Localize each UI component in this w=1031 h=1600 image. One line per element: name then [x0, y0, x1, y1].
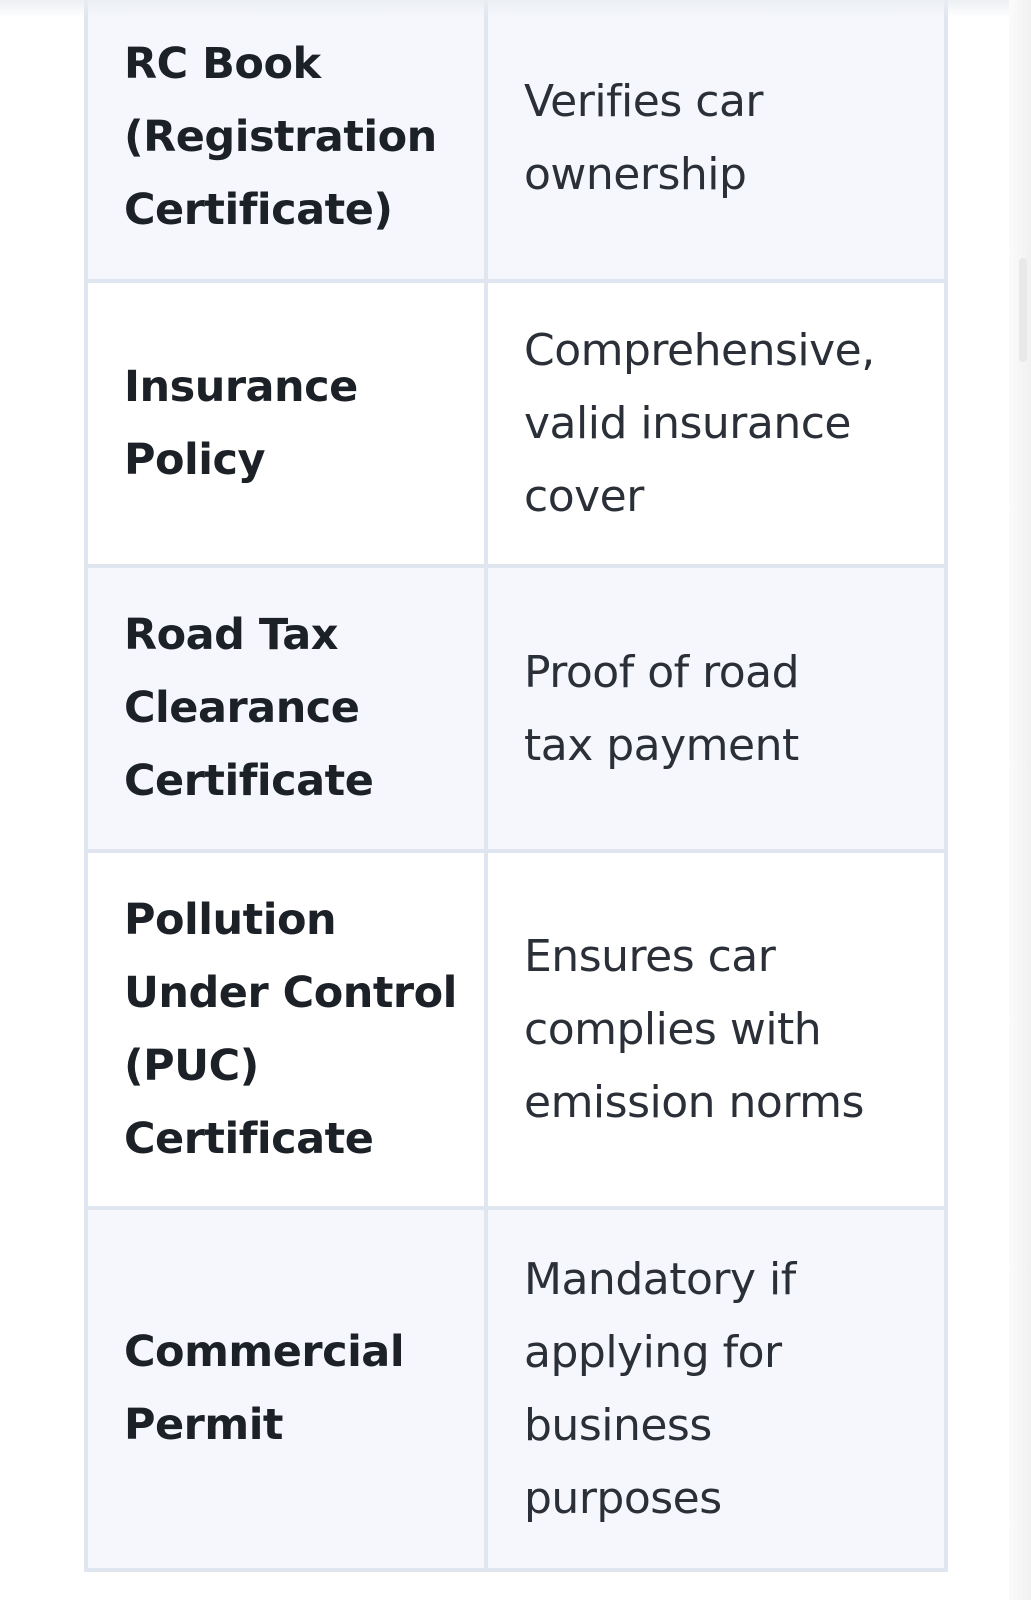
document-name: Road Tax Clearance Certificate — [124, 610, 374, 806]
purpose-cell — [488, 283, 944, 564]
purpose-cell — [488, 568, 944, 849]
document-purpose: Comprehensive, valid insurance cover — [524, 325, 875, 522]
table-row — [88, 283, 944, 568]
table-row — [88, 568, 944, 853]
table-row — [88, 853, 944, 1210]
document-purpose: Verifies car ownership — [524, 75, 764, 200]
purpose-cell — [488, 853, 944, 1206]
document-purpose: Mandatory if applying for business purposes — [524, 1254, 796, 1524]
scrollbar[interactable] — [1009, 0, 1031, 1600]
document-name: Commercial Permit — [124, 1327, 405, 1450]
purpose-cell — [488, 0, 944, 279]
document-cell — [88, 853, 488, 1206]
table-row — [88, 0, 944, 283]
scrollbar-thumb[interactable] — [1019, 258, 1027, 362]
document-cell — [88, 1210, 488, 1568]
documents-table — [84, 0, 948, 1572]
document-name: Pollution Under Control (PUC) Certificate — [124, 894, 457, 1164]
document-purpose: Proof of road tax payment — [524, 646, 800, 771]
document-cell — [88, 568, 488, 849]
document-name: RC Book (Registration Certificate) — [124, 39, 437, 235]
table-row — [88, 1210, 944, 1572]
document-cell — [88, 0, 488, 279]
document-purpose: Ensures car complies with emission norms — [524, 931, 864, 1128]
document-name: Insurance Policy — [124, 361, 358, 485]
document-cell — [88, 283, 488, 564]
purpose-cell — [488, 1210, 944, 1568]
